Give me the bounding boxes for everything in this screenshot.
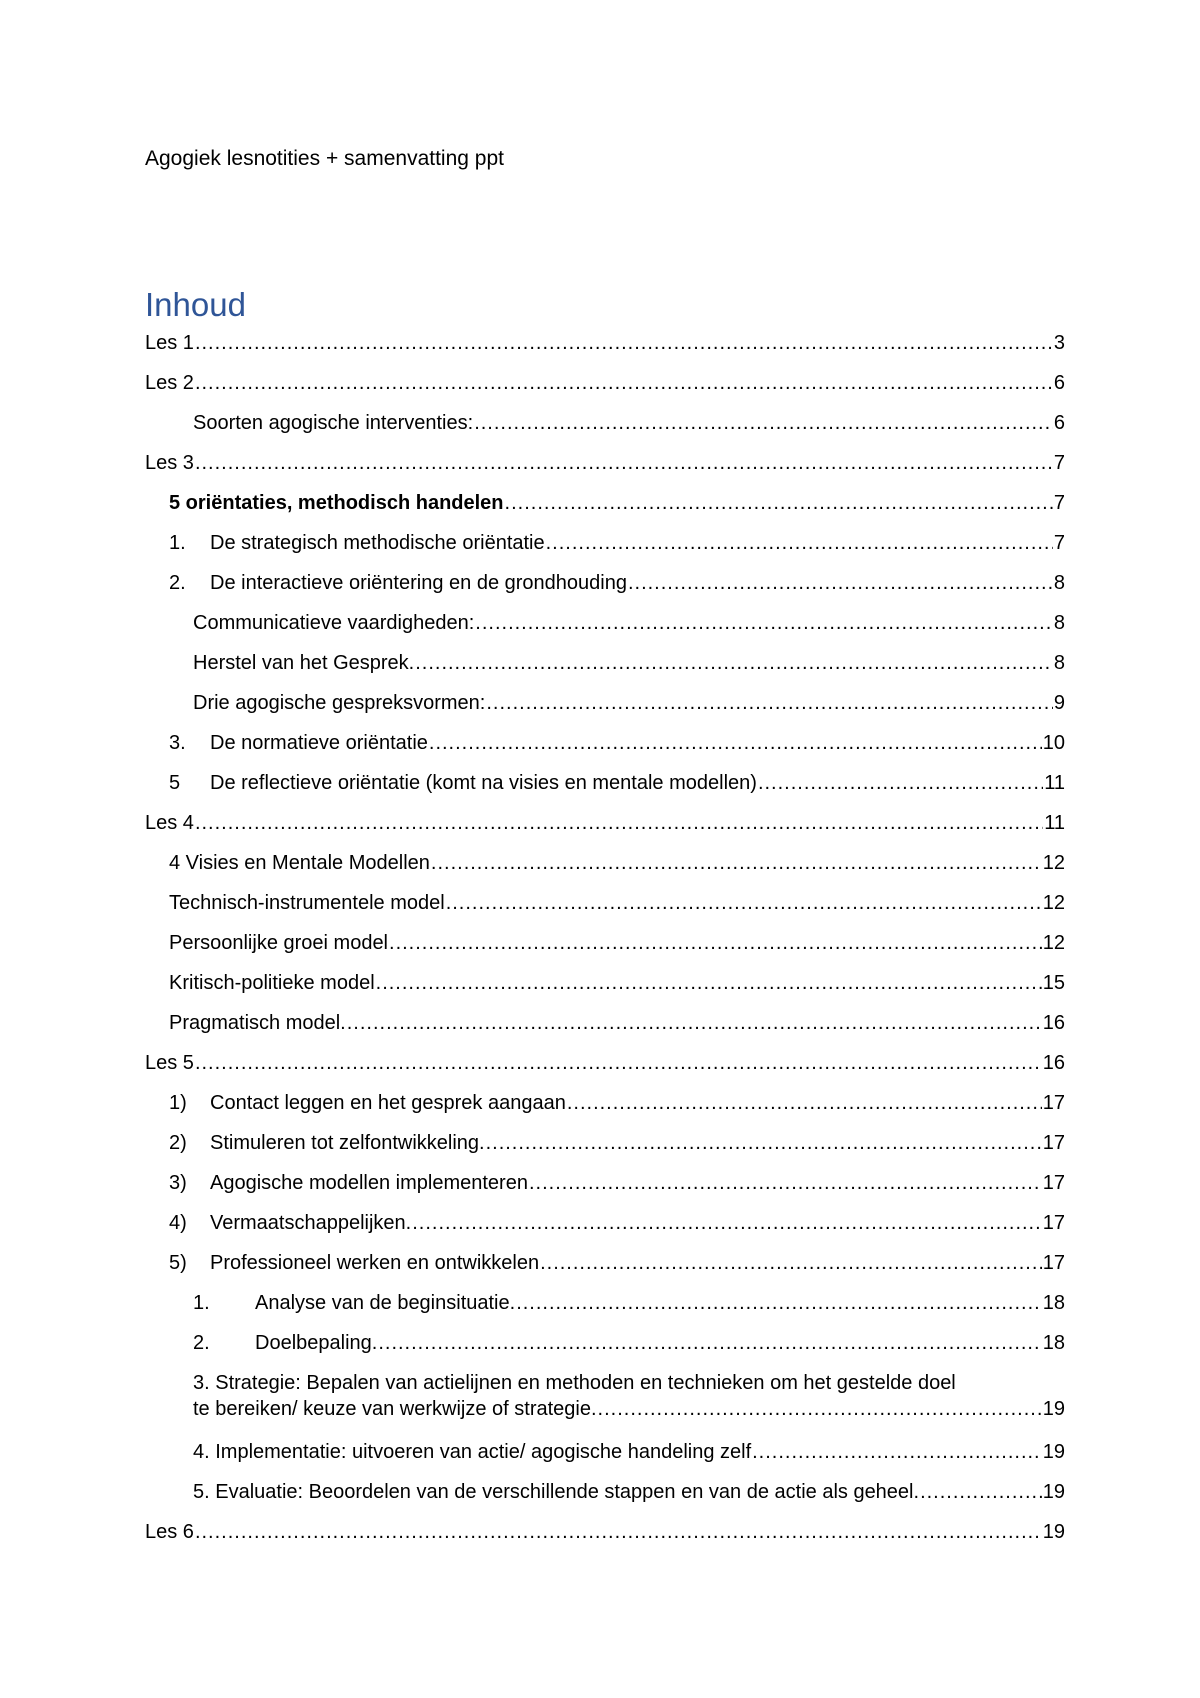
toc-page-number: 7 (1053, 492, 1065, 514)
toc-page-number: 12 (1042, 892, 1065, 914)
toc-entry-text: 5. Evaluatie: Beoordelen van de verschillende stappen en van de actie als geheel. (193, 1481, 920, 1503)
toc-entry-text: De reflectieve oriëntatie (komt na visies en mentale modellen) (210, 772, 757, 794)
toc-entry-text: Les 6 (145, 1521, 194, 1543)
toc-page-number: 17 (1042, 1172, 1065, 1194)
toc-dot-leader (376, 970, 1042, 996)
toc-entry-text: Herstel van het Gesprek. (193, 652, 415, 674)
toc-entry[interactable] (193, 1479, 1065, 1505)
toc-page-number: 11 (1044, 772, 1065, 794)
toc-page-number: 19 (1042, 1481, 1065, 1503)
toc-entry-number: 5) (169, 1252, 187, 1274)
toc-dot-leader (415, 650, 1053, 676)
toc-entry-text: Drie agogische gespreksvormen: (193, 692, 486, 714)
toc-entry[interactable] (193, 410, 1065, 436)
toc-entry[interactable] (169, 770, 1065, 796)
toc-entry-text-line1: 3. Strategie: Bepalen van actielijnen en methoden en technieken om het gestelde doel (193, 1372, 956, 1394)
toc-dot-leader (446, 890, 1042, 916)
toc-entry-text: 5 oriëntaties, methodisch handelen (169, 492, 504, 514)
toc-entry[interactable] (193, 1330, 1065, 1356)
toc-entry[interactable] (145, 1050, 1065, 1076)
toc-entry-text: Les 3 (145, 452, 194, 474)
toc-dot-leader (529, 1170, 1042, 1196)
toc-entry[interactable] (169, 730, 1065, 756)
toc-dot-leader (516, 1290, 1042, 1316)
toc-entry-text: Doelbepaling. (255, 1332, 378, 1354)
toc-entry-number: 1. (169, 532, 186, 554)
toc-dot-leader (475, 610, 1053, 636)
toc-page-number: 8 (1053, 652, 1065, 674)
toc-entry[interactable] (193, 1439, 1065, 1465)
toc-page-number: 6 (1053, 412, 1065, 434)
toc-entry-text: Analyse van de beginsituatie. (255, 1292, 516, 1314)
toc-entry[interactable] (145, 450, 1065, 476)
toc-page-number: 17 (1042, 1212, 1065, 1234)
toc-entry-number: 1. (193, 1292, 210, 1314)
toc-entry[interactable] (193, 610, 1065, 636)
toc-entry-text: Les 2 (145, 372, 194, 394)
toc-dot-leader (505, 490, 1053, 516)
toc-entry[interactable] (169, 1250, 1065, 1276)
toc-page-number: 9 (1053, 692, 1065, 714)
toc-entry-text: De normatieve oriëntatie (210, 732, 428, 754)
toc-page-number: 3 (1053, 332, 1065, 354)
toc-dot-leader (347, 1010, 1042, 1036)
toc-dot-leader (474, 410, 1053, 436)
toc-entry[interactable] (169, 490, 1065, 516)
toc-entry[interactable] (145, 1519, 1065, 1545)
toc-entry[interactable] (169, 570, 1065, 596)
toc-entry-text: Persoonlijke groei model (169, 932, 389, 954)
toc-page-number: 12 (1042, 852, 1065, 874)
toc-entry[interactable] (145, 330, 1065, 356)
toc-entry[interactable] (193, 1370, 1065, 1422)
toc-dot-leader (540, 1250, 1042, 1276)
toc-entry[interactable] (145, 370, 1065, 396)
toc-dot-leader (546, 530, 1053, 556)
toc-entry-text: te bereiken/ keuze van werkwijze of strategie. (193, 1398, 597, 1420)
toc-page-number: 12 (1042, 932, 1065, 954)
toc-dot-leader (195, 330, 1053, 356)
toc-dot-leader (378, 1330, 1041, 1356)
toc-dot-leader (598, 1396, 1042, 1422)
toc-entry[interactable] (193, 690, 1065, 716)
toc-entry-number: 1) (169, 1092, 187, 1114)
toc-entry-text: Agogische modellen implementeren (210, 1172, 528, 1194)
toc-entry[interactable] (193, 650, 1065, 676)
toc-entry-number: 3) (169, 1172, 187, 1194)
toc-entry[interactable] (169, 970, 1065, 996)
toc-page-number: 15 (1042, 972, 1065, 994)
toc-entry-text: Les 5 (145, 1052, 194, 1074)
toc-dot-leader (389, 930, 1042, 956)
toc-entry[interactable] (169, 1090, 1065, 1116)
toc-entry-number: 3. (169, 732, 186, 754)
toc-dot-leader (195, 450, 1053, 476)
toc-page-number: 19 (1042, 1398, 1065, 1420)
toc-page-number: 17 (1042, 1132, 1065, 1154)
toc-entry[interactable] (193, 1290, 1065, 1316)
toc-entry-text: Pragmatisch model. (169, 1012, 346, 1034)
toc-page-number: 16 (1042, 1052, 1065, 1074)
toc-entry-number: 4) (169, 1212, 187, 1234)
toc-page-number: 8 (1053, 572, 1065, 594)
toc-page-number: 16 (1042, 1012, 1065, 1034)
toc-page-number: 18 (1042, 1292, 1065, 1314)
toc-entry-text: Vermaatschappelijken. (210, 1212, 412, 1234)
toc-entry-text: Soorten agogische interventies: (193, 412, 474, 434)
toc-dot-leader (195, 1519, 1042, 1545)
toc-page-number: 17 (1042, 1092, 1065, 1114)
toc-entry[interactable] (169, 1010, 1065, 1036)
toc-entry[interactable] (169, 530, 1065, 556)
toc-page-number: 8 (1053, 612, 1065, 634)
toc-entry-text: Stimuleren tot zelfontwikkeling. (210, 1132, 485, 1154)
toc-entry-text: Technisch-instrumentele model (169, 892, 445, 914)
toc-entry-text: Contact leggen en het gesprek aangaan (210, 1092, 566, 1114)
toc-dot-leader (628, 570, 1053, 596)
toc-entry[interactable] (145, 810, 1065, 836)
toc-page-number: 11 (1044, 812, 1065, 834)
toc-entry-text: Les 1 (145, 332, 194, 354)
toc-entry-number: 2. (169, 572, 186, 594)
toc-entry[interactable] (169, 850, 1065, 876)
toc-entry[interactable] (169, 1170, 1065, 1196)
document-title: Agogiek lesnotities + samenvatting ppt (145, 147, 504, 170)
toc-dot-leader (486, 1130, 1042, 1156)
toc-page-number: 17 (1042, 1252, 1065, 1274)
toc-page-number: 6 (1053, 372, 1065, 394)
toc-entry-text: 4. Implementatie: uitvoeren van actie/ agogische handeling zelf (193, 1441, 752, 1463)
toc-dot-leader (920, 1479, 1042, 1505)
toc-dot-leader (567, 1090, 1042, 1116)
toc-entry-text: Kritisch-politieke model (169, 972, 375, 994)
toc-entry[interactable] (169, 930, 1065, 956)
toc-entry-text: Communicatieve vaardigheden: (193, 612, 475, 634)
toc-entry-number: 5 (169, 772, 181, 794)
toc-entry-text: 4 Visies en Mentale Modellen (169, 852, 430, 874)
toc-entry-number: 2. (193, 1332, 210, 1354)
toc-page-number: 19 (1042, 1521, 1065, 1543)
toc-dot-leader (752, 1439, 1042, 1465)
toc-dot-leader (429, 730, 1042, 756)
toc-dot-leader (758, 770, 1043, 796)
toc-entry[interactable] (169, 890, 1065, 916)
toc-dot-leader (195, 810, 1043, 836)
toc-heading: Inhoud (145, 286, 246, 323)
toc-page-number: 19 (1042, 1441, 1065, 1463)
toc-dot-leader (195, 370, 1053, 396)
toc-page-number: 18 (1042, 1332, 1065, 1354)
toc-entry-text: Les 4 (145, 812, 194, 834)
toc-dot-leader (195, 1050, 1042, 1076)
toc-entry[interactable] (169, 1210, 1065, 1236)
toc-entry-text: De interactieve oriëntering en de grondhouding (210, 572, 627, 594)
toc-page-number: 7 (1053, 532, 1065, 554)
toc-dot-leader (431, 850, 1042, 876)
toc-page-number: 10 (1042, 732, 1065, 754)
toc-entry-number: 2) (169, 1132, 187, 1154)
toc-dot-leader (486, 690, 1053, 716)
toc-entry[interactable] (169, 1130, 1065, 1156)
toc-entry-text: Professioneel werken en ontwikkelen (210, 1252, 540, 1274)
toc-dot-leader (412, 1210, 1042, 1236)
toc-entry-text: De strategisch methodische oriëntatie (210, 532, 545, 554)
toc-page-number: 7 (1053, 452, 1065, 474)
